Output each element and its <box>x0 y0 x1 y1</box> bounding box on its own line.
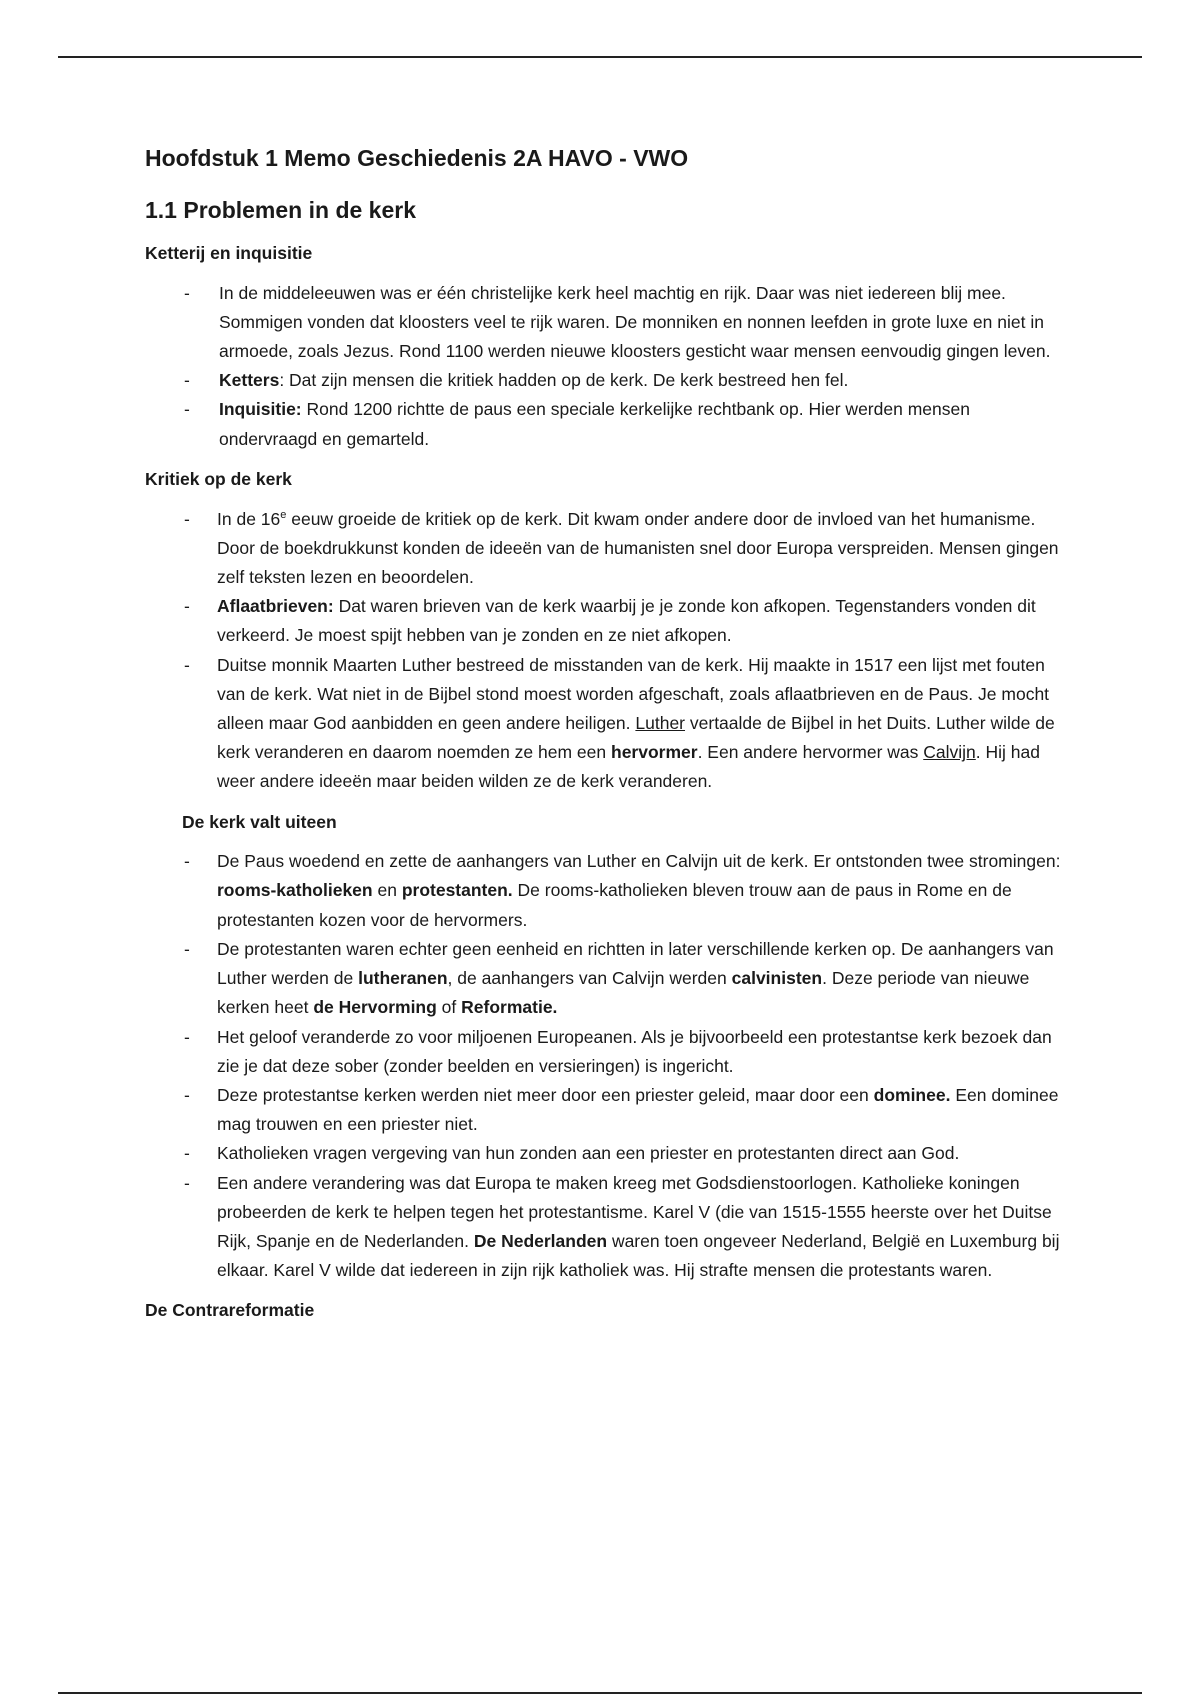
footer-rule <box>58 1692 1142 1694</box>
subheading-kritiek: Kritiek op de kerk <box>145 468 292 489</box>
term-rooms-katholieken: rooms-katholieken <box>217 880 373 901</box>
section-title: 1.1 Problemen in de kerk <box>145 196 417 223</box>
bullet-dash: - <box>184 938 190 959</box>
list-item: - In de middeleeuwen was er één christelijke kerk heel machtig en rijk. Daar was niet iedereen blij mee. Sommigen vonden dat kloosters veel te rijk waren. De monniken en nonnen leefden in grote luxe en niet in armoede, zoals Jezus. Rond 1100 werden nieuwe kloosters gesticht waar mensen eenvoudig gingen leven. <box>145 279 1065 367</box>
list-item: - Ketters: Dat zijn mensen die kritiek hadden op de kerk. De kerk bestreed hen fel. <box>145 366 1065 395</box>
subheading-contrareformatie: De Contrareformatie <box>145 1300 315 1321</box>
list-item: - Een andere verandering was dat Europa te maken kreeg met Godsdienstoorlogen. Katholieke koningen probeerden de kerk te helpen tegen het protestantisme. Karel V (die van 1515-1555 heerste over het Duitse Rijk, Spanje en de Nederlanden. De Nederlanden waren toen ongeveer Nederland, België en Luxemburg bij elkaar. Karel V wilde dat iedereen in zijn rijk katholiek was. Hij strafte mensen die protestants waren. <box>145 1169 1065 1286</box>
bullet-dash: - <box>184 282 190 303</box>
term-hervorming: de Hervorming <box>313 997 437 1018</box>
list-kritiek <box>145 505 1065 797</box>
bullet-dash: - <box>184 370 190 391</box>
term-lutheranen: lutheranen <box>358 968 448 989</box>
subheading-ketterij: Ketterij en inquisitie <box>145 242 313 263</box>
bullet-dash: - <box>184 1172 190 1193</box>
term-aflaatbrieven: Aflaatbrieven: <box>217 596 334 617</box>
bullet-dash: - <box>184 508 190 529</box>
term-inquisitie: Inquisitie: <box>219 399 302 420</box>
subheading-kerk-valt-uiteen: De kerk valt uiteen <box>182 811 337 832</box>
bullet-dash: - <box>184 1143 190 1164</box>
underlined-luther: Luther <box>635 712 686 733</box>
bullet-dash: - <box>184 654 190 675</box>
list-item: - De Paus woedend en zette de aanhangers van Luther en Calvijn uit de kerk. Er ontstonden twee stromingen: rooms-katholieken en protestanten. De rooms-katholieken bleven trouw aan de paus in Rome en de protestanten kozen voor de hervormers. <box>145 847 1065 935</box>
term-protestanten: protestanten. <box>401 880 513 901</box>
term-reformatie: Reformatie. <box>461 997 558 1018</box>
term-dominee: dominee. <box>873 1084 951 1105</box>
list-item: - Duitse monnik Maarten Luther bestreed de misstanden van de kerk. Hij maakte in 1517 een lijst met fouten van de kerk. Wat niet in de Bijbel stond moest worden afgeschaft, zoals aflaatbrieven en de Paus. Je mocht alleen maar God aanbidden en geen andere heiligen. Luther vertaalde de Bijbel in het Duits. Luther wilde de kerk veranderen en daarom noemden ze hem een hervormer. Een andere hervormer was Calvijn. Hij had weer andere ideeën maar beiden wilden ze de kerk veranderen. <box>145 651 1065 797</box>
bullet-dash: - <box>184 1084 190 1105</box>
list-item: - Inquisitie: Rond 1200 richtte de paus een speciale kerkelijke rechtbank op. Hier werden mensen ondervraagd en gemarteld. <box>145 395 1065 453</box>
term-hervormer: hervormer <box>611 742 698 763</box>
bullet-dash: - <box>184 851 190 872</box>
list-item: - Deze protestantse kerken werden niet meer door een priester geleid, maar door een dominee. Een dominee mag trouwen en een priester niet. <box>145 1081 1065 1139</box>
term-ketters: Ketters <box>219 370 280 391</box>
underlined-calvijn: Calvijn <box>923 742 976 763</box>
list-item: - Het geloof veranderde zo voor miljoenen Europeanen. Als je bijvoorbeeld een protestantse kerk bezoek dan zie je dat deze sober (zonder beelden en versieringen) is ingericht. <box>145 1023 1065 1081</box>
list-item: - Aflaatbrieven: Dat waren brieven van de kerk waarbij je je zonde kon afkopen. Tegenstanders vonden dit verkeerd. Je moest spijt hebben van je zonden en ze niet afkopen. <box>145 592 1065 650</box>
header-rule <box>58 56 1142 58</box>
bullet-dash: - <box>184 596 190 617</box>
list-kerk-valt-uiteen <box>145 847 1065 1285</box>
bullet-dash: - <box>184 1026 190 1047</box>
term-de-nederlanden: De Nederlanden <box>473 1230 608 1251</box>
term-calvinisten: calvinisten <box>731 968 823 989</box>
list-ketterij <box>145 279 1065 454</box>
list-item: - De protestanten waren echter geen eenheid en richtten in later verschillende kerken op. De aanhangers van Luther werden de lutheranen, de aanhangers van Calvijn werden calvinisten. Deze periode van nieuwe kerken heet de Hervorming of Reformatie. <box>145 935 1065 1023</box>
list-item: - Katholieken vragen vergeving van hun zonden aan een priester en protestanten direct aan God. <box>145 1139 1065 1168</box>
list-item: - In de 16e eeuw groeide de kritiek op de kerk. Dit kwam onder andere door de invloed van het humanisme. Door de boekdrukkunst konden de ideeën van de humanisten snel door Europa verspreiden. Mensen gingen zelf teksten lezen en beoordelen. <box>145 505 1065 593</box>
document-body <box>145 144 1065 1336</box>
bullet-dash: - <box>184 399 190 420</box>
document-title: Hoofdstuk 1 Memo Geschiedenis 2A HAVO - VWO <box>145 145 689 171</box>
